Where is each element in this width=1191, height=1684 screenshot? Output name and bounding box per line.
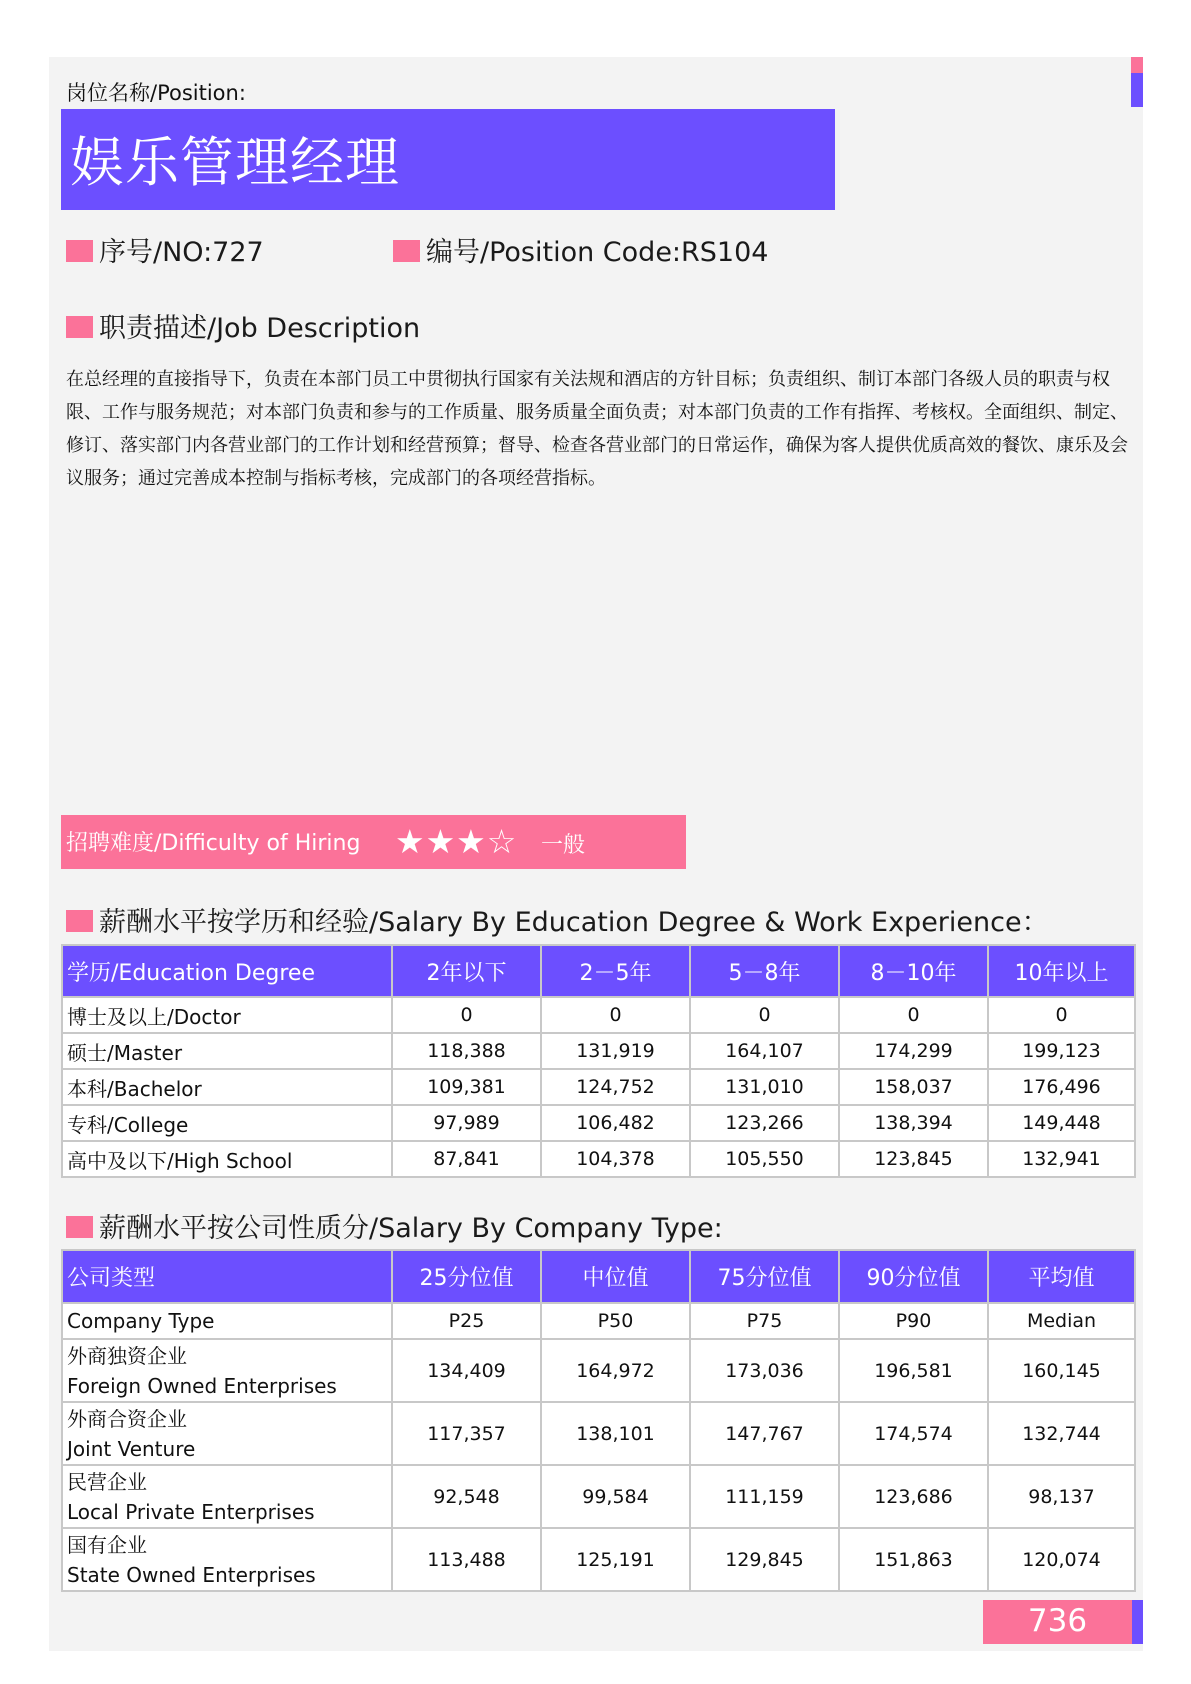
row-label-en: Joint Venture: [67, 1436, 196, 1461]
bullet-square-icon: [66, 240, 93, 262]
row-label: 本科/Bachelor: [62, 1069, 392, 1105]
row-label-cn: 民营企业: [67, 1469, 147, 1494]
bullet-square-icon: [66, 316, 93, 338]
table-cell: 106,482: [541, 1105, 690, 1141]
hiring-difficulty-label: 招聘难度/Difficulty of Hiring: [66, 831, 361, 856]
job-description-heading-text: 职责描述/Job Description: [99, 313, 421, 344]
table-cell: 118,388: [392, 1033, 541, 1069]
table-cell: 199,123: [988, 1033, 1135, 1069]
table-cell: 138,101: [541, 1402, 690, 1465]
table-cell: 123,845: [839, 1141, 988, 1177]
position-label: 岗位名称/Position:: [66, 81, 246, 105]
table-row: [62, 1105, 1135, 1141]
table-cell: 125,191: [541, 1528, 690, 1591]
table-row: [62, 1528, 1135, 1591]
column-header: 中位值: [541, 1250, 690, 1303]
row-label-cn: 国有企业: [67, 1532, 147, 1557]
salary-education-heading-text: 薪酬水平按学历和经验/Salary By Education Degree & Work Experience：: [99, 907, 1049, 938]
column-header: 平均值: [988, 1250, 1135, 1303]
table-header-row: [62, 1250, 1135, 1303]
table-cell: P50: [541, 1303, 690, 1339]
table-cell: 176,496: [988, 1069, 1135, 1105]
table-cell: 134,409: [392, 1339, 541, 1402]
job-description-heading: [66, 306, 420, 345]
table-cell: 99,584: [541, 1465, 690, 1528]
position-code: [393, 230, 768, 269]
table-cell: 196,581: [839, 1339, 988, 1402]
row-label: 硕士/Master: [62, 1033, 392, 1069]
table-row: [62, 1402, 1135, 1465]
corner-accent-purple: [1131, 73, 1143, 107]
row-label-en: Foreign Owned Enterprises: [67, 1373, 337, 1398]
row-label: [62, 1339, 392, 1402]
salary-company-heading-text: 薪酬水平按公司性质分/Salary By Company Type:: [99, 1213, 723, 1244]
table-cell: 147,767: [690, 1402, 839, 1465]
salary-company-heading: [66, 1206, 723, 1245]
bullet-square-icon: [66, 910, 93, 932]
table-subheader-row: [62, 1303, 1135, 1339]
table-cell: 97,989: [392, 1105, 541, 1141]
column-header: 公司类型: [62, 1250, 392, 1303]
table-cell: 174,299: [839, 1033, 988, 1069]
row-label-en: State Owned Enterprises: [67, 1562, 316, 1587]
row-label: [62, 1402, 392, 1465]
table-cell: 109,381: [392, 1069, 541, 1105]
serial-number-text: 序号/NO:727: [99, 237, 264, 268]
column-header: 2年以下: [392, 945, 541, 997]
column-header: 8－10年: [839, 945, 988, 997]
table-cell: 0: [392, 997, 541, 1033]
table-cell: 0: [541, 997, 690, 1033]
table-cell: 123,686: [839, 1465, 988, 1528]
salary-education-table: [61, 944, 1136, 1178]
table-cell: 138,394: [839, 1105, 988, 1141]
bullet-square-icon: [66, 1216, 93, 1238]
table-cell: 164,107: [690, 1033, 839, 1069]
table-cell: 124,752: [541, 1069, 690, 1105]
table-row: [62, 997, 1135, 1033]
column-header: 5－8年: [690, 945, 839, 997]
table-cell: 104,378: [541, 1141, 690, 1177]
page-number-accent: [1132, 1600, 1143, 1644]
table-cell: 151,863: [839, 1528, 988, 1591]
row-label: Company Type: [62, 1303, 392, 1339]
row-label-en: Local Private Enterprises: [67, 1499, 315, 1524]
page-number: 736: [1027, 1603, 1088, 1639]
table-cell: 0: [839, 997, 988, 1033]
row-label-cn: 外商独资企业: [67, 1343, 187, 1368]
job-description-text: 在总经理的直接指导下，负责在本部门员工中贯彻执行国家有关法规和酒店的方针目标；负责组织、制订本部门各级人员的职责与权限、工作与服务规范；对本部门负责和参与的工作质量、服务质量全面负责；对本部门负责的工作有指挥、考核权。全面组织、制定、修订、落实部门内各营业部门的工作计划和经营预算；督导、检查各营业部门的日常运作，确保为客人提供优质高效的餐饮、康乐及会议服务；通过完善成本控制与指标考核，完成部门的各项经营指标。: [66, 369, 1128, 489]
table-row: [62, 1141, 1135, 1177]
table-row: [62, 1033, 1135, 1069]
table-cell: P25: [392, 1303, 541, 1339]
star-rating-icon: ★★★☆: [395, 822, 518, 861]
table-cell: 111,159: [690, 1465, 839, 1528]
table-cell: 92,548: [392, 1465, 541, 1528]
table-row: [62, 1069, 1135, 1105]
table-cell: 158,037: [839, 1069, 988, 1105]
table-cell: 132,744: [988, 1402, 1135, 1465]
table-cell: 117,357: [392, 1402, 541, 1465]
row-label: [62, 1528, 392, 1591]
corner-accent-pink: [1131, 57, 1143, 73]
table-cell: 123,266: [690, 1105, 839, 1141]
table-row: [62, 1465, 1135, 1528]
table-cell: 164,972: [541, 1339, 690, 1402]
table-cell: P75: [690, 1303, 839, 1339]
table-cell: 131,010: [690, 1069, 839, 1105]
table-cell: 173,036: [690, 1339, 839, 1402]
row-label: 博士及以上/Doctor: [62, 997, 392, 1033]
row-label: 高中及以下/High School: [62, 1141, 392, 1177]
hiring-difficulty-level: 一般: [541, 833, 586, 858]
table-cell: 87,841: [392, 1141, 541, 1177]
salary-education-heading: [66, 900, 1049, 939]
column-header: 2－5年: [541, 945, 690, 997]
table-cell: 149,448: [988, 1105, 1135, 1141]
position-code-text: 编号/Position Code:RS104: [426, 237, 769, 268]
row-label: [62, 1465, 392, 1528]
table-cell: P90: [839, 1303, 988, 1339]
table-cell: 160,145: [988, 1339, 1135, 1402]
row-label: 专科/College: [62, 1105, 392, 1141]
table-cell: 0: [690, 997, 839, 1033]
page-title: 娱乐管理经理: [70, 131, 400, 194]
bullet-square-icon: [393, 240, 420, 262]
table-cell: 113,488: [392, 1528, 541, 1591]
table-cell: 120,074: [988, 1528, 1135, 1591]
table-cell: 131,919: [541, 1033, 690, 1069]
table-cell: 105,550: [690, 1141, 839, 1177]
serial-number: [66, 230, 264, 269]
table-row: [62, 1339, 1135, 1402]
table-cell: Median: [988, 1303, 1135, 1339]
salary-company-table: [61, 1249, 1136, 1592]
column-header: 25分位值: [392, 1250, 541, 1303]
table-header-row: [62, 945, 1135, 997]
table-cell: 98,137: [988, 1465, 1135, 1528]
column-header: 10年以上: [988, 945, 1135, 997]
table-cell: 132,941: [988, 1141, 1135, 1177]
table-cell: 129,845: [690, 1528, 839, 1591]
row-label-cn: 外商合资企业: [67, 1406, 187, 1431]
column-header: 75分位值: [690, 1250, 839, 1303]
column-header: 90分位值: [839, 1250, 988, 1303]
column-header: 学历/Education Degree: [62, 945, 392, 997]
table-cell: 174,574: [839, 1402, 988, 1465]
table-cell: 0: [988, 997, 1135, 1033]
